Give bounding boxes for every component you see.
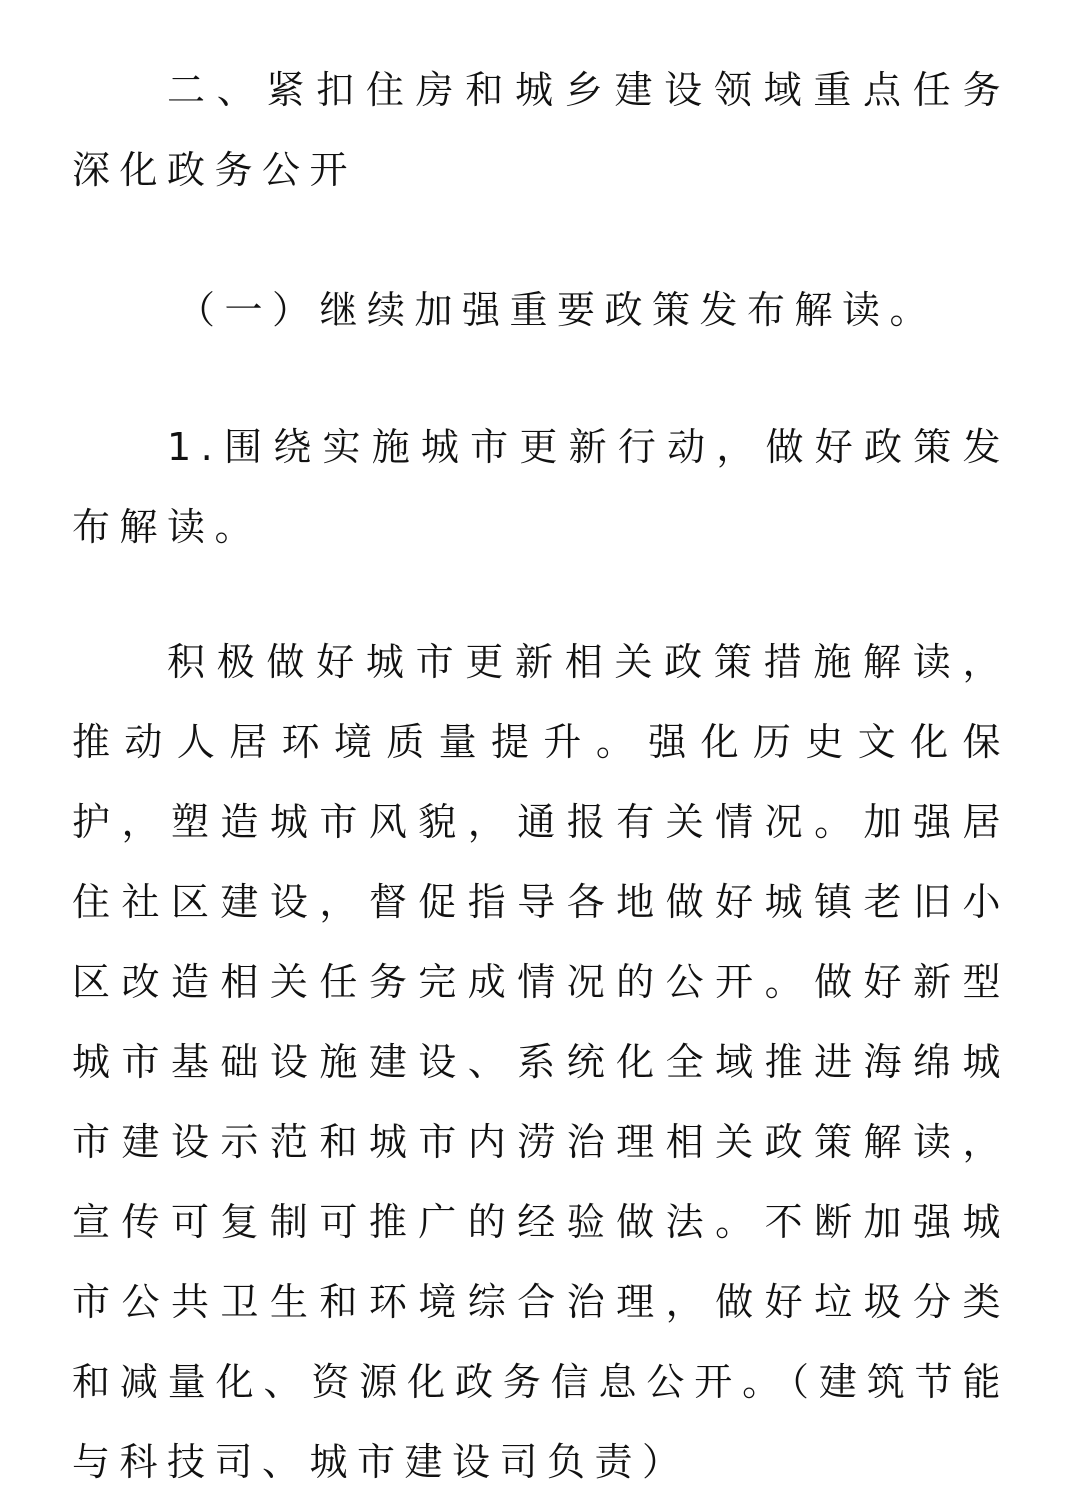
subsection-heading: （一）继续加强重要政策发布解读。 [177,288,938,332]
section-heading: 二、紧扣住房和城乡建设领域重点任务深化政务公开 [72,68,1010,192]
body-paragraph: 积极做好城市更新相关政策措施解读，推动人居环境质量提升。强化历史文化保护，塑造城市风貌，通报有关情况。加强居住社区建设，督促指导各地做好城镇老旧小区改造相关任务完成情况的公开。做好新型城市基础设施建设、系统化全域推进海绵城市建设示范和城市内涝治理相关政策解读，宣传可复制可推广的经验做法。不断加强城市公共卫生和环境综合治理，做好垃圾分类和减量化、资源化政务信息公开。（建筑节能与科技司、城市建设司负责） [72,640,1010,1484]
item-heading: 1.围绕实施城市更新行动，做好政策发布解读。 [72,425,1010,549]
document-page [72,50,1010,1502]
